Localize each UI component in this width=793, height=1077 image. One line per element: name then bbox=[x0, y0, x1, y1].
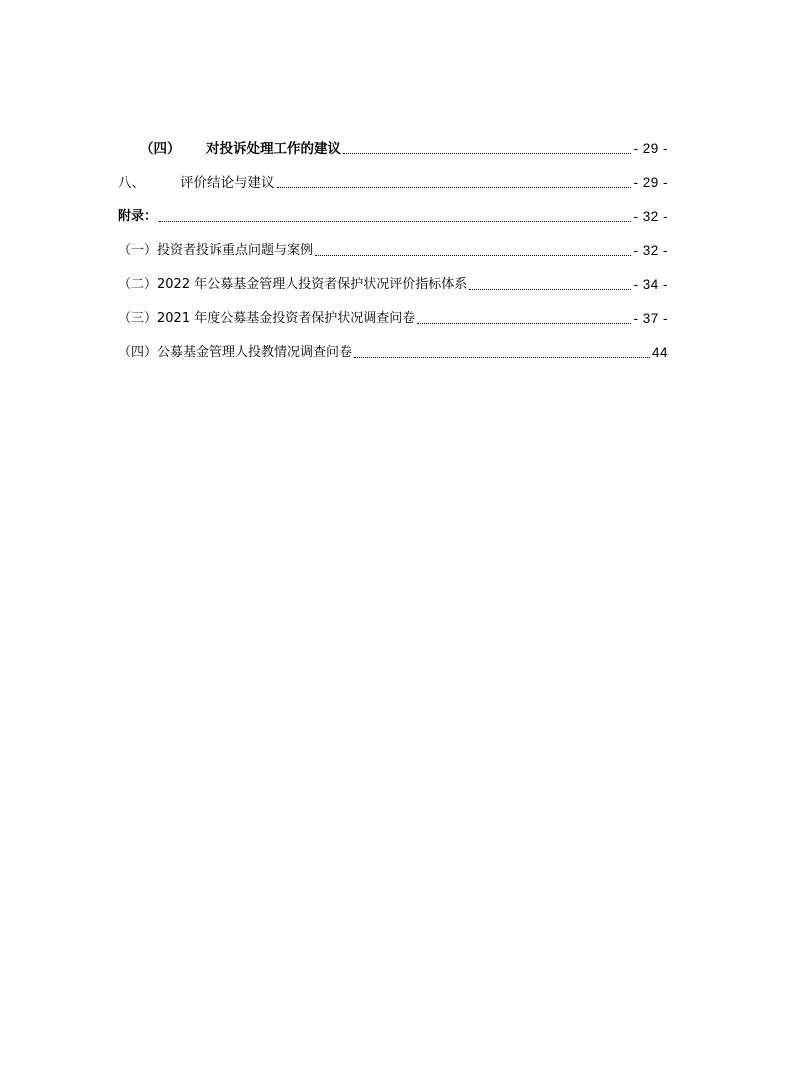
toc-entry-label bbox=[118, 310, 415, 328]
toc-entry-title: 公募基金管理人投教情况调查问卷 bbox=[157, 345, 353, 360]
toc-entry-label bbox=[118, 276, 467, 294]
toc-entry-number: 八、 bbox=[118, 175, 145, 191]
toc-entry-page: - 34 - bbox=[633, 277, 668, 292]
toc-entry[interactable] bbox=[118, 294, 668, 328]
table-of-contents bbox=[118, 124, 668, 362]
dot-leader bbox=[315, 254, 631, 256]
toc-entry-number: （一） bbox=[118, 243, 158, 258]
toc-entry-page: 44 bbox=[651, 345, 668, 360]
toc-entry-number: （四） bbox=[118, 345, 158, 360]
toc-entry-label bbox=[118, 140, 341, 158]
dot-leader bbox=[343, 152, 631, 154]
toc-entry-number: （四） bbox=[140, 141, 181, 157]
toc-entry-title: 评价结论与建议 bbox=[180, 175, 275, 191]
toc-entry[interactable] bbox=[118, 260, 668, 294]
toc-entry-page: - 29 - bbox=[633, 175, 668, 190]
toc-entry[interactable] bbox=[118, 124, 668, 158]
toc-entry-title: 2021 年度公募基金投资者保护状况调查问卷 bbox=[157, 311, 416, 326]
dot-leader bbox=[354, 356, 650, 358]
toc-entry-label bbox=[118, 174, 275, 192]
toc-entry-page: - 32 - bbox=[633, 243, 668, 258]
toc-entry-label bbox=[118, 242, 313, 260]
toc-entry-label bbox=[118, 208, 157, 226]
toc-entry-title: 附录： bbox=[118, 209, 158, 224]
toc-entry-title: 投资者投诉重点问题与案例 bbox=[157, 243, 314, 258]
toc-entry[interactable] bbox=[118, 192, 668, 226]
toc-entry-number: （三） bbox=[118, 311, 158, 326]
toc-entry[interactable] bbox=[118, 158, 668, 192]
toc-entry-title: 2022 年公募基金管理人投资者保护状况评价指标体系 bbox=[157, 277, 468, 292]
toc-entry-page: - 29 - bbox=[633, 141, 668, 156]
dot-leader bbox=[417, 322, 631, 324]
toc-entry-label bbox=[118, 344, 352, 362]
dot-leader bbox=[469, 288, 631, 290]
dot-leader bbox=[159, 220, 631, 222]
toc-entry-page: - 32 - bbox=[633, 209, 668, 224]
toc-entry[interactable] bbox=[118, 226, 668, 260]
toc-entry[interactable] bbox=[118, 328, 668, 362]
dot-leader bbox=[277, 186, 632, 188]
toc-entry-title: 对投诉处理工作的建议 bbox=[206, 141, 341, 157]
toc-entry-number: （二） bbox=[118, 277, 158, 292]
toc-entry-page: - 37 - bbox=[633, 311, 668, 326]
